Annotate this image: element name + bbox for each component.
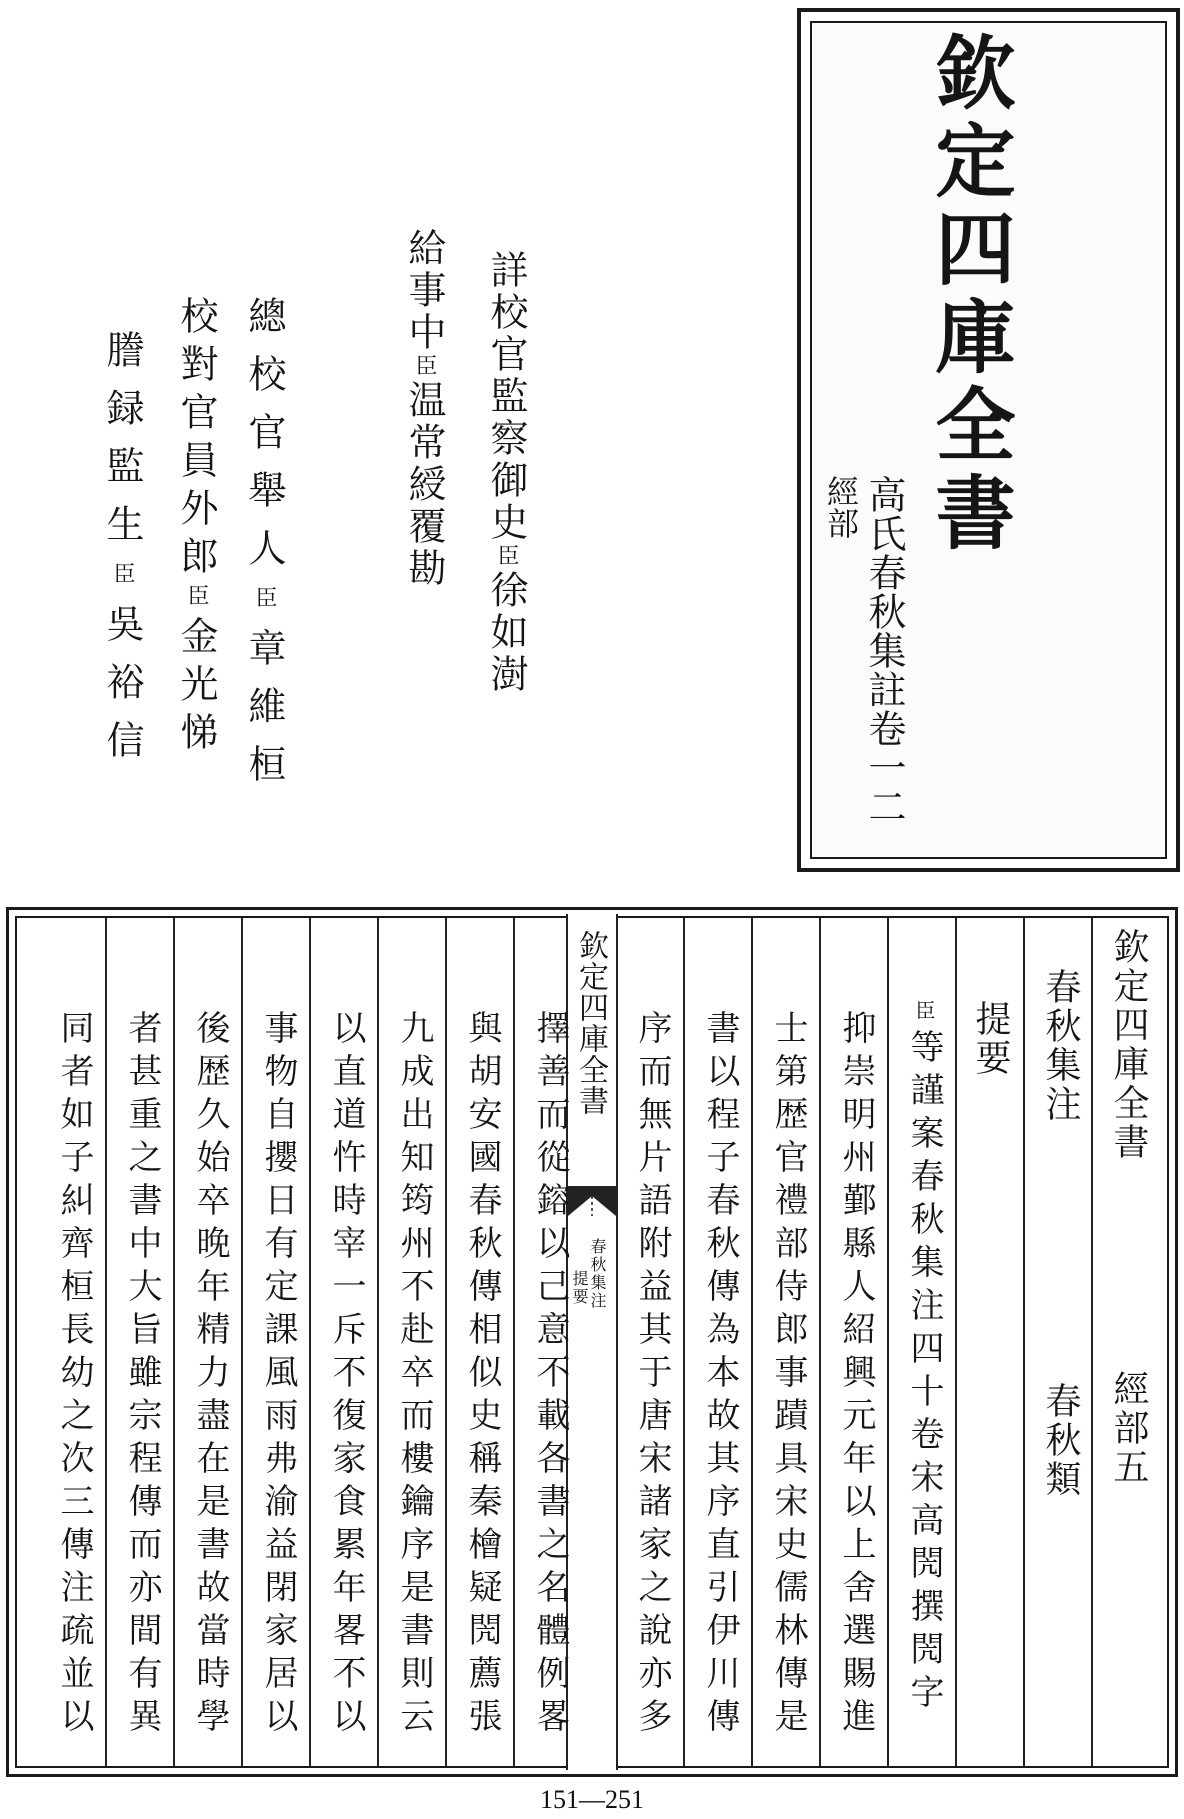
column-rule — [445, 918, 447, 1766]
column-rule — [377, 918, 379, 1766]
credit-jiaodui-chen: 臣 — [184, 584, 209, 616]
column-rule — [751, 918, 753, 1766]
text-column-13: 同者如子糾齊桓長幼之次三傳注疏並以 — [54, 1010, 94, 1741]
credit-zongjiao-chen: 臣 — [252, 586, 277, 628]
slip-book-name: 高氏春秋集註卷一 — [862, 475, 906, 787]
text-column-9: 以直道忤時宰一斥不復家食累年畧不以 — [326, 1010, 366, 1741]
text-column-4: 書以程子春秋傳為本故其序直引伊川傳 — [700, 1010, 740, 1741]
page-number: 151—251 — [540, 1785, 644, 1814]
column-rule — [683, 918, 685, 1766]
text-column-11: 後歴久始卒晚年精力盡在是書故當時學 — [190, 1010, 230, 1741]
text-column-8: 九成出知筠州不赴卒而樓鑰序是書則云 — [394, 1010, 434, 1741]
column-rule — [887, 918, 889, 1766]
credit-jishi — [404, 228, 444, 590]
gutter-title: 欽定四庫全書 — [573, 930, 608, 1116]
credit-jishi-chen: 臣 — [412, 354, 437, 380]
credit-xiangjiao-name: 徐如澍 — [484, 570, 528, 696]
credit-jiaodui-name: 金光悌 — [174, 616, 218, 760]
credit-zongjiao — [244, 296, 284, 802]
column-rule — [513, 918, 515, 1766]
credit-tenglu-name: 吳裕信 — [100, 604, 144, 778]
column-rule — [173, 918, 175, 1766]
chen-mark: 臣 — [912, 1000, 936, 1029]
column-rule — [309, 918, 311, 1766]
credit-zongjiao-title: 總校官舉人 — [242, 296, 286, 586]
title-slip — [797, 8, 1180, 872]
credit-jiaodui — [176, 296, 216, 760]
text-column-10: 事物自攖日有定課風雨弗渝益閉家居以 — [258, 1010, 298, 1741]
text-column-7: 與胡安國春秋傳相似史稱秦檜疑閌薦張 — [462, 1010, 502, 1741]
credit-jishi-title: 給事中 — [402, 228, 446, 354]
tiyao-heading: 提要 — [970, 1000, 1011, 1078]
credit-zongjiao-name: 章維桓 — [242, 628, 286, 802]
slip-book-title — [864, 475, 904, 826]
text-column-6: 擇善而從鎔以己意不載各書之名體例畧 — [530, 1010, 570, 1741]
credit-tenglu-title: 謄録監生 — [100, 330, 144, 562]
fishtail-mark — [568, 1186, 616, 1216]
text-column-2: 抑崇明州鄞縣人紹興元年以上舍選賜進 — [836, 1010, 876, 1741]
gutter-section: 提要 — [570, 1270, 589, 1306]
credit-xiangjiao — [486, 250, 526, 696]
text-column-3: 士第歴官禮部侍郎事蹟具宋史儒林傳是 — [768, 1010, 808, 1741]
title-slip-inner-border — [810, 21, 1167, 859]
column-rule — [1091, 918, 1093, 1766]
credit-jishi-name: 温常綬覆勘 — [402, 380, 446, 590]
page-header-title: 欽定四庫全書 — [1108, 928, 1149, 1162]
text-column-5: 序而無片語附益其于唐宋諸家之說亦多 — [632, 1010, 672, 1741]
slip-division: 經部 — [822, 475, 860, 539]
credit-jiaodui-title: 校對官員外郎 — [174, 296, 218, 584]
page-header-category: 經部五 — [1108, 1370, 1149, 1487]
book-title: 春秋集注 — [1040, 968, 1081, 1124]
column-rule — [105, 918, 107, 1766]
text-column-1-body: 等謹案春秋集注四十卷宋高閌撰閌字 — [904, 1029, 944, 1717]
text-column-12: 者甚重之書中大旨雖宗程傳而亦間有異 — [122, 1010, 162, 1741]
credit-xiangjiao-title: 詳校官監察御史 — [484, 250, 528, 544]
column-rule — [819, 918, 821, 1766]
credit-tenglu-chen: 臣 — [110, 562, 135, 604]
column-rule — [241, 918, 243, 1766]
slip-title: 欽定四庫全書 — [922, 31, 1016, 559]
credit-xiangjiao-chen: 臣 — [494, 544, 519, 570]
text-column-1 — [904, 1000, 944, 1717]
book-category: 春秋類 — [1040, 1382, 1081, 1499]
gutter-book-title: 春秋集注 — [588, 1238, 607, 1310]
column-rule — [955, 918, 957, 1766]
slip-book-tail: 二 — [862, 787, 906, 826]
credit-tenglu — [102, 330, 142, 778]
column-rule — [1023, 918, 1025, 1766]
